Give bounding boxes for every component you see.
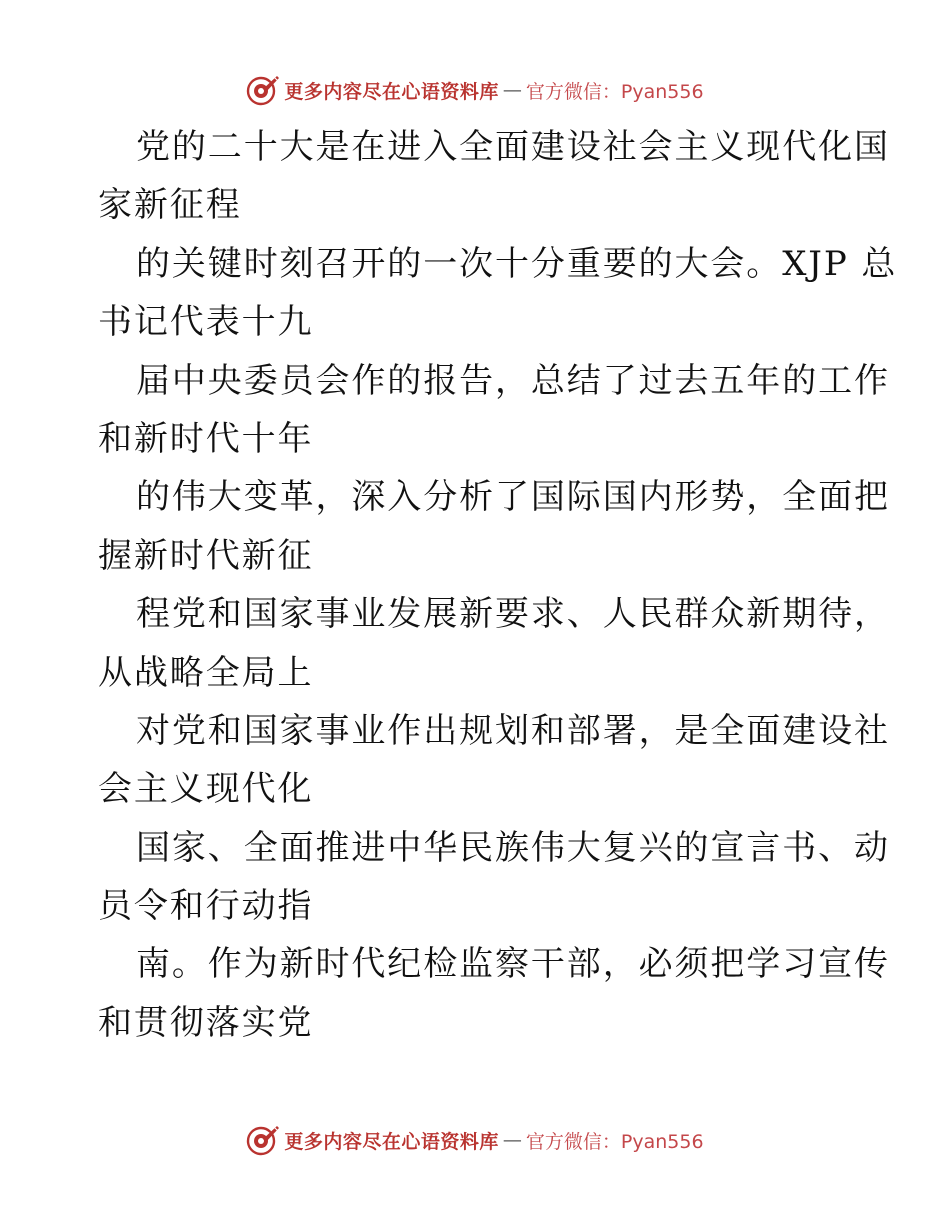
text-line: 程党和国家事业发展新要求、人民群众新期待，: [136, 594, 890, 635]
text-line: 对党和国家事业作出规划和部署，是全面建设社: [136, 710, 890, 751]
text-line: 会主义现代化: [98, 769, 314, 810]
header-watermark-banner: [0, 70, 950, 110]
text-line: 和新时代十年: [98, 418, 314, 459]
paragraph-text: [98, 118, 898, 1052]
banner-library-text: 更多内容尽在心语资料库: [284, 1130, 499, 1153]
text-line: 届中央委员会作的报告，总结了过去五年的工作: [136, 360, 890, 401]
text-line: 南。作为新时代纪检监察干部，必须把学习宣传: [136, 944, 890, 985]
banner-wechat-text: 官方微信：Pyan556: [525, 80, 704, 103]
text-line: 员令和行动指: [98, 886, 314, 927]
text-line: 从战略全局上: [98, 652, 314, 693]
text-line: 国家、全面推进中华民族伟大复兴的宣言书、动: [136, 827, 890, 868]
pen-logo-icon: [246, 1123, 280, 1157]
footer-watermark-banner: [0, 1120, 950, 1160]
text-line: 家新征程: [98, 185, 242, 226]
banner-library-text: 更多内容尽在心语资料库: [284, 80, 499, 103]
document-body: [98, 118, 898, 1052]
banner-wechat-text: 官方微信：Pyan556: [525, 1130, 704, 1153]
text-line: 握新时代新征: [98, 535, 314, 576]
banner-dash: —: [502, 79, 522, 101]
text-line: 和贯彻落实党: [98, 1002, 314, 1043]
text-line: 党的二十大是在进入全面建设社会主义现代化国: [136, 127, 890, 167]
text-line: 的伟大变革，深入分析了国际国内形势，全面把: [136, 477, 890, 518]
text-line: 的关键时刻召开的一次十分重要的大会。XJP 总: [136, 243, 898, 284]
pen-logo-icon: [246, 73, 280, 107]
text-line: 书记代表十九: [98, 302, 314, 343]
banner-dash: —: [502, 1129, 522, 1151]
